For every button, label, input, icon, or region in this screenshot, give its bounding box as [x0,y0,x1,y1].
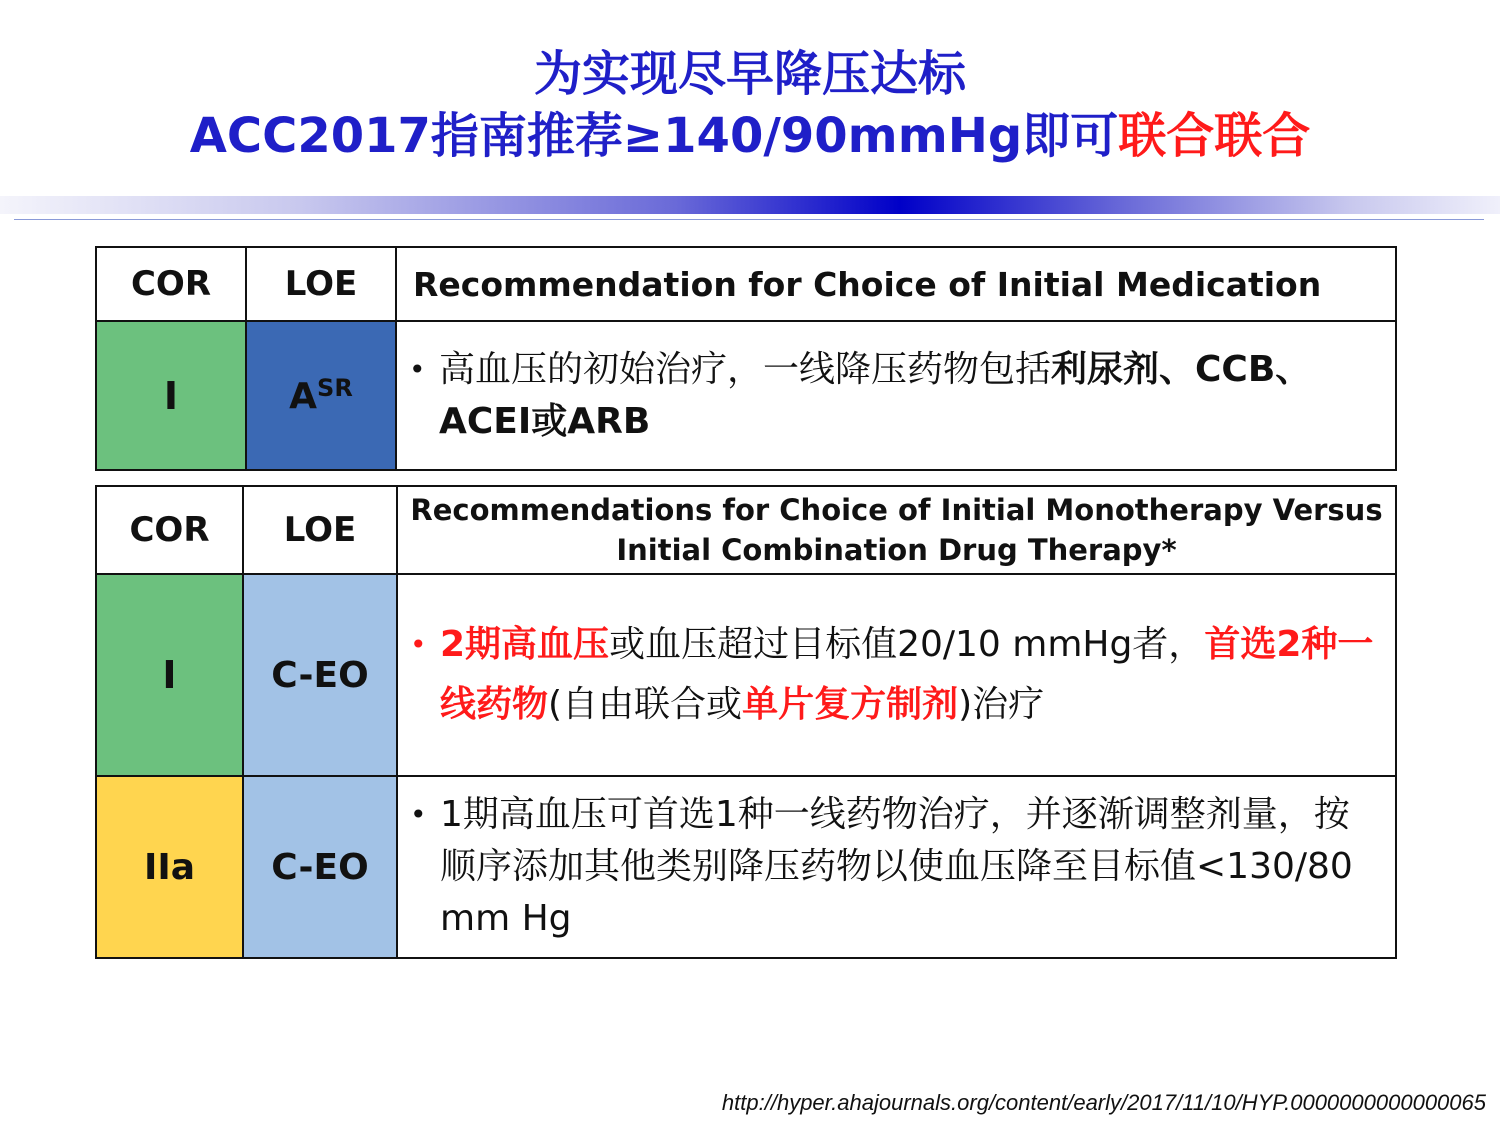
title-main-text: ACC2017指南推荐≥140/90mmHg即可 [189,108,1119,164]
table-row [96,574,1396,776]
bullet-icon: • [410,798,427,831]
recommendation-cell [397,776,1396,958]
cor-cell: IIa [96,776,243,958]
two-drug-highlight: 首选2种一线药物 [440,624,1374,725]
table-header-row [96,247,1396,321]
loe-cell: C-EO [243,574,397,776]
loe-cell [246,321,396,470]
stage2-highlight: 2期高血压 [440,624,610,665]
recommendation-text: 高血压的初始治疗，一线降压药物包括 [439,348,1052,390]
recommendation-header-line1: Recommendations for Choice of Initial Monotherapy Versus [410,493,1383,527]
title-divider-line [14,219,1484,220]
recommendation-header [397,486,1396,574]
cor-cell: I [96,574,243,776]
title-gradient-bar [0,196,1500,214]
recommendation-header: Recommendation for Choice of Initial Medication [396,247,1396,321]
cor-cell: I [96,321,246,470]
bullet-icon: • [410,628,427,661]
recommendation-cell [397,574,1396,776]
bullet-icon: • [409,352,426,386]
loe-cell: C-EO [243,776,397,958]
loe-header: LOE [246,247,396,321]
table-row [96,776,1396,958]
initial-medication-table [95,246,1397,471]
recommendation-text: (自由联合或 [548,684,743,725]
cor-header: COR [96,247,246,321]
table-header-row [96,486,1396,574]
slide-title-line1: 为实现尽早降压达标 [533,46,966,102]
loe-header: LOE [243,486,397,574]
single-pill-highlight: 单片复方制剂 [742,684,959,725]
recommendation-text: 1期高血压可首选1种一线药物治疗，并逐渐调整剂量，按顺序添加其他类别降压药物以使血压降至目标值<130/80 mm Hg [440,794,1353,939]
slide-title-line2 [0,104,1500,168]
recommendation-text: )治疗 [958,684,1045,725]
recommendation-cell [396,321,1396,470]
title-highlight-text: 联合联合 [1118,108,1311,164]
table-row [96,321,1396,470]
recommendation-header-line2: Initial Combination Drug Therapy* [616,533,1177,567]
cor-header: COR [96,486,243,574]
monotherapy-vs-combination-table [95,485,1397,959]
recommendation-bold-text: 利尿剂、CCB、ACEI或ARB [439,348,1312,442]
recommendation-text: 或血压超过目标值20/10 mmHg者， [609,624,1205,665]
source-citation: http://hyper.ahajournals.org/content/early/2017/11/10/HYP.0000000000000065 [721,1090,1486,1115]
loe-superscript: SR [317,374,353,402]
loe-value: A [289,376,318,417]
